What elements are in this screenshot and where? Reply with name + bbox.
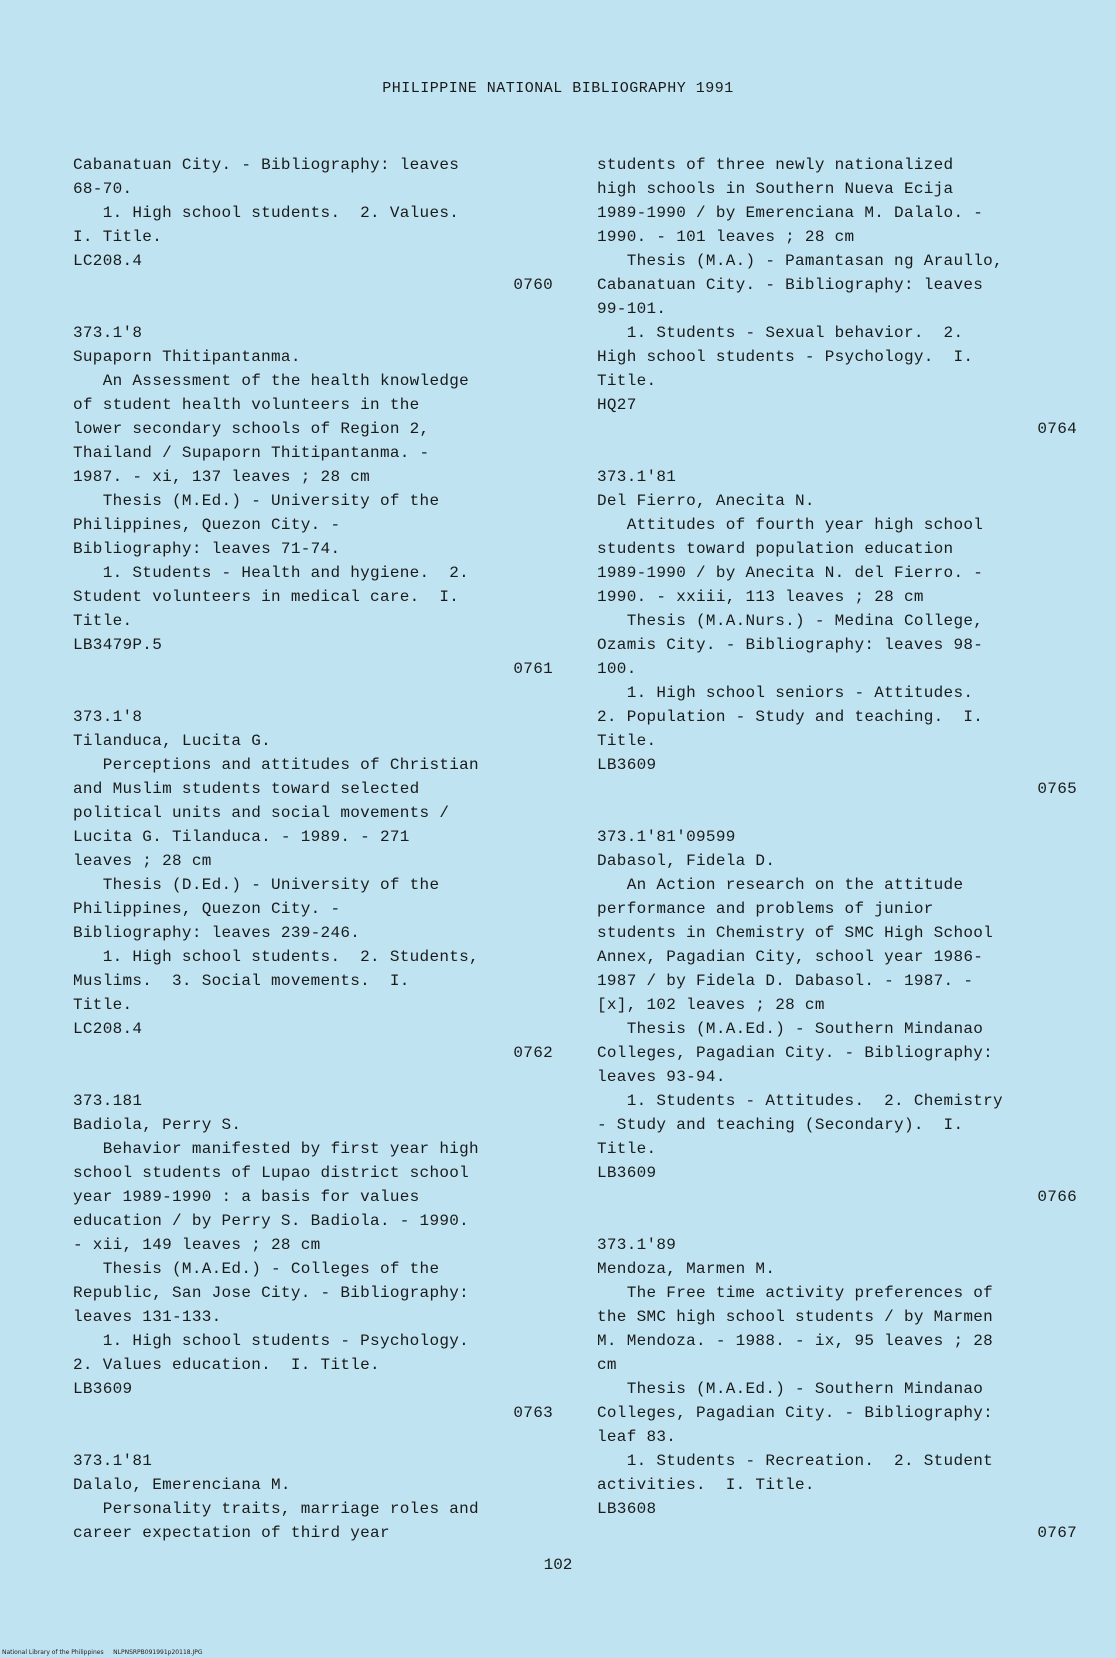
text-line: Cabanatuan City. - Bibliography: leaves — [73, 156, 460, 174]
text-line: Title. — [597, 732, 657, 750]
entry-gap — [73, 681, 553, 705]
text-line: M. Mendoza. - 1988. - ix, 95 leaves ; 28 — [597, 1332, 994, 1350]
text-line: students of three newly nationalized — [597, 156, 954, 174]
text-line: LC208.4 — [73, 252, 143, 270]
text-line: 373.1'81 — [73, 1452, 153, 1470]
text-line: 1. Students - Health and hygiene. 2. — [73, 564, 470, 582]
text-line: High school students - Psychology. I. — [597, 348, 974, 366]
text-line: [x], 102 leaves ; 28 cm — [597, 996, 825, 1014]
text-line: 1987 / by Fidela D. Dabasol. - 1987. - — [597, 972, 974, 990]
text-line: and Muslim students toward selected — [73, 780, 420, 798]
text-line: LB3609 — [597, 756, 657, 774]
text-line: 1. High school students. 2. Values. — [73, 204, 460, 222]
text-line: 1990. - xxiii, 113 leaves ; 28 cm — [597, 588, 924, 606]
text-line: Ozamis City. - Bibliography: leaves 98- — [597, 636, 984, 654]
footer — [2, 1649, 203, 1656]
text-line: Tilanduca, Lucita G. — [73, 732, 272, 750]
entry-gap — [73, 1065, 553, 1089]
text-line: Muslims. 3. Social movements. I. — [73, 972, 410, 990]
text-line: Del Fierro, Anecita N. — [597, 492, 815, 510]
text-line: 1987. - xi, 137 leaves ; 28 cm — [73, 468, 371, 486]
text-line: leaves 131-133. — [73, 1308, 222, 1326]
text-line: 1. Students - Attitudes. 2. Chemistry — [597, 1092, 1003, 1110]
text-line: 373.1'8 — [73, 708, 143, 726]
entry-gap — [597, 441, 1077, 465]
text-line: lower secondary schools of Region 2, — [73, 420, 430, 438]
text-line: LC208.4 — [73, 1020, 143, 1038]
text-line: - xii, 149 leaves ; 28 cm — [73, 1236, 321, 1254]
entry-gap — [597, 1209, 1077, 1233]
text-line: leaves ; 28 cm — [73, 852, 212, 870]
text-line: Dalalo, Emerenciana M. — [73, 1476, 291, 1494]
page-number: 102 — [543, 1556, 573, 1574]
footer-file: NLPNSRPB091991p20118.JPG — [113, 1649, 203, 1656]
text-line: Philippines, Quezon City. - — [73, 516, 341, 534]
text-line: 373.1'81 — [597, 468, 677, 486]
text-line: Thesis (M.A.Ed.) - Colleges of the — [73, 1260, 440, 1278]
text-line: 2. Values education. I. Title. — [73, 1356, 380, 1374]
text-line: Cabanatuan City. - Bibliography: leaves — [597, 276, 984, 294]
text-line: I. Title. — [73, 228, 163, 246]
text-line: school students of Lupao district school — [73, 1164, 470, 1182]
text-line: LB3479P.5 — [73, 636, 163, 654]
text-line: 100. — [597, 660, 637, 678]
text-line: the SMC high school students / by Marmen — [597, 1308, 994, 1326]
text-line: Philippines, Quezon City. - — [73, 900, 341, 918]
text-line: 99-101. — [597, 300, 667, 318]
entry-gap — [597, 801, 1077, 825]
text-line: 1989-1990 / by Emerenciana M. Dalalo. - — [597, 204, 984, 222]
text-line: high schools in Southern Nueva Ecija — [597, 180, 954, 198]
text-line: Thesis (D.Ed.) - University of the — [73, 876, 440, 894]
text-line: Lucita G. Tilanduca. - 1989. - 271 — [73, 828, 410, 846]
text-line: Bibliography: leaves 239-246. — [73, 924, 361, 942]
text-line: Bibliography: leaves 71-74. — [73, 540, 341, 558]
text-line: Republic, San Jose City. - Bibliography: — [73, 1284, 470, 1302]
text-line: career expectation of third year — [73, 1524, 390, 1542]
text-line: Badiola, Perry S. — [73, 1116, 242, 1134]
text-line: Thailand / Supaporn Thitipantanma. - — [73, 444, 430, 462]
text-line: activities. I. Title. — [597, 1476, 815, 1494]
text-line: 2. Population - Study and teaching. I. — [597, 708, 984, 726]
text-line: Mendoza, Marmen M. — [597, 1260, 776, 1278]
text-line: Personality traits, marriage roles and — [73, 1500, 479, 1518]
text-line: Thesis (M.A.Ed.) - Southern Mindanao — [597, 1380, 984, 1398]
text-line: leaves 93-94. — [597, 1068, 726, 1086]
text-line: 1. High school seniors - Attitudes. — [597, 684, 974, 702]
text-line: education / by Perry S. Badiola. - 1990. — [73, 1212, 470, 1230]
text-line: Colleges, Pagadian City. - Bibliography: — [597, 1404, 994, 1422]
text-line: Thesis (M.A.) - Pamantasan ng Araullo, — [597, 252, 1003, 270]
text-line: Title. — [73, 996, 133, 1014]
text-line: Title. — [73, 612, 133, 630]
text-line: 1990. - 101 leaves ; 28 cm — [597, 228, 855, 246]
entry-number: 0767 — [1037, 1524, 1077, 1542]
footer-library: National Library of the Philippines — [2, 1649, 104, 1656]
text-line: year 1989-1990 : a basis for values — [73, 1188, 420, 1206]
text-line: An Action research on the attitude — [597, 876, 964, 894]
text-line: Dabasol, Fidela D. — [597, 852, 776, 870]
text-line: cm — [597, 1356, 617, 1374]
text-line: performance and problems of junior — [597, 900, 934, 918]
entry-number: 0760 — [513, 276, 553, 294]
text-line: - Study and teaching (Secondary). I. — [597, 1116, 964, 1134]
text-line: Supaporn Thitipantanma. — [73, 348, 301, 366]
left-column — [73, 153, 553, 1545]
text-line: leaf 83. — [597, 1428, 677, 1446]
text-line: Student volunteers in medical care. I. — [73, 588, 460, 606]
text-line: 1. Students - Sexual behavior. 2. — [597, 324, 964, 342]
text-line: of student health volunteers in the — [73, 396, 420, 414]
text-line: Thesis (M.Ed.) - University of the — [73, 492, 440, 510]
entry-number: 0761 — [513, 660, 553, 678]
text-line: Colleges, Pagadian City. - Bibliography: — [597, 1044, 994, 1062]
entry-number: 0764 — [1037, 420, 1077, 438]
entry-gap — [73, 297, 553, 321]
text-line: 1. High school students - Psychology. — [73, 1332, 470, 1350]
text-line: Title. — [597, 1140, 657, 1158]
entry-number: 0766 — [1037, 1188, 1077, 1206]
text-line: The Free time activity preferences of — [597, 1284, 994, 1302]
text-line: LB3609 — [73, 1380, 133, 1398]
entry-number: 0763 — [513, 1404, 553, 1422]
text-line: 1. Students - Recreation. 2. Student — [597, 1452, 994, 1470]
text-line: Thesis (M.A.Nurs.) - Medina College, — [597, 612, 984, 630]
text-line: students toward population education — [597, 540, 954, 558]
text-line: political units and social movements / — [73, 804, 450, 822]
text-line: 373.1'89 — [597, 1236, 677, 1254]
entry-number: 0762 — [513, 1044, 553, 1062]
text-line: LB3609 — [597, 1164, 657, 1182]
text-line: 1989-1990 / by Anecita N. del Fierro. - — [597, 564, 984, 582]
text-line: Attitudes of fourth year high school — [597, 516, 984, 534]
text-line: An Assessment of the health knowledge — [73, 372, 470, 390]
text-line: LB3608 — [597, 1500, 657, 1518]
entry-number: 0765 — [1037, 780, 1077, 798]
text-line: students in Chemistry of SMC High School — [597, 924, 994, 942]
text-line: 68-70. — [73, 180, 133, 198]
text-line: Perceptions and attitudes of Christian — [73, 756, 479, 774]
text-line: Thesis (M.A.Ed.) - Southern Mindanao — [597, 1020, 984, 1038]
text-line: 373.1'81'09599 — [597, 828, 736, 846]
text-line: 373.181 — [73, 1092, 143, 1110]
right-column — [597, 153, 1077, 1545]
text-line: Title. — [597, 372, 657, 390]
entry-gap — [73, 1425, 553, 1449]
text-line: Behavior manifested by first year high — [73, 1140, 479, 1158]
text-line: 373.1'8 — [73, 324, 143, 342]
text-line: Annex, Pagadian City, school year 1986- — [597, 948, 984, 966]
page-header: PHILIPPINE NATIONAL BIBLIOGRAPHY 1991 — [382, 80, 734, 97]
text-line: 1. High school students. 2. Students, — [73, 948, 479, 966]
text-line: HQ27 — [597, 396, 637, 414]
